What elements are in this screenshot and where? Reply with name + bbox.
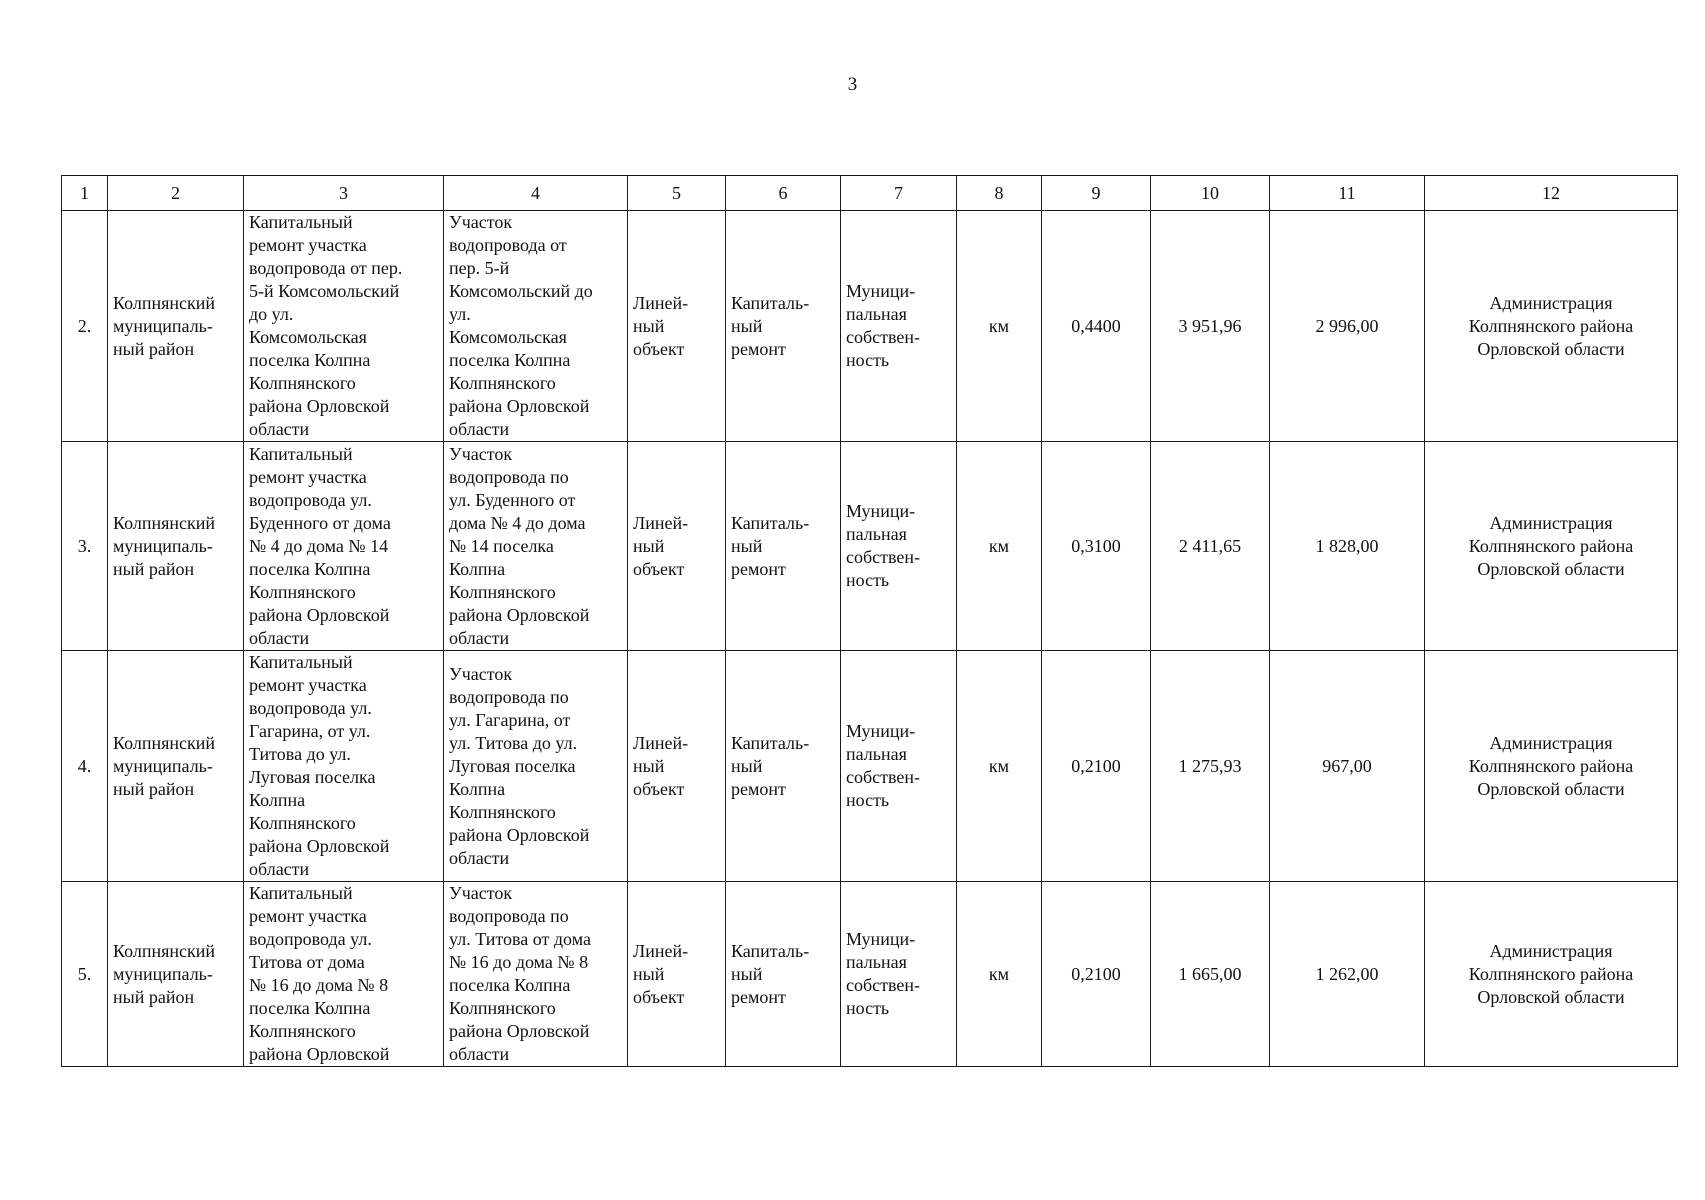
- cost-limit-cell: 1 828,00: [1270, 442, 1425, 651]
- column-header: 9: [1042, 176, 1151, 211]
- cost-total-cell: 1 665,00: [1151, 882, 1270, 1067]
- length-cell: 0,2100: [1042, 882, 1151, 1067]
- object-cell: Участок водопровода по ул. Буденного от дома № 4 до дома № 14 поселка Колпна Колпнянского района Орловской области: [444, 442, 628, 651]
- cost-limit-cell: 967,00: [1270, 651, 1425, 882]
- column-header: 11: [1270, 176, 1425, 211]
- unit-cell: км: [957, 442, 1042, 651]
- column-header: 5: [628, 176, 726, 211]
- object-cell: Участок водопровода по ул. Титова от дома № 16 до дома № 8 поселка Колпна Колпнянского района Орловской области: [444, 882, 628, 1067]
- work-cell: Капитальный ремонт участка водопровода ул. Титова от дома № 16 до дома № 8 поселка Колпна Колпнянского района Орловской: [244, 882, 444, 1067]
- district-cell: Колпнянский муниципаль- ный район: [108, 651, 244, 882]
- column-header: 6: [726, 176, 841, 211]
- table-row: [62, 882, 1678, 1067]
- customer-cell: Администрация Колпнянского района Орловской области: [1425, 882, 1678, 1067]
- cost-limit-cell: 1 262,00: [1270, 882, 1425, 1067]
- district-cell: Колпнянский муниципаль- ный район: [108, 882, 244, 1067]
- column-header: 3: [244, 176, 444, 211]
- length-cell: 0,2100: [1042, 651, 1151, 882]
- ownership-cell: Муници- пальная собствен- ность: [841, 211, 957, 442]
- cost-limit-cell: 2 996,00: [1270, 211, 1425, 442]
- customer-cell: Администрация Колпнянского района Орловской области: [1425, 442, 1678, 651]
- unit-cell: км: [957, 882, 1042, 1067]
- ownership-cell: Муници- пальная собствен- ность: [841, 442, 957, 651]
- objects-table: [61, 175, 1678, 1067]
- district-cell: Колпнянский муниципаль- ный район: [108, 211, 244, 442]
- row-number: 3.: [62, 442, 108, 651]
- ownership-cell: Муници- пальная собствен- ность: [841, 651, 957, 882]
- customer-cell: Администрация Колпнянского района Орловской области: [1425, 211, 1678, 442]
- row-number: 5.: [62, 882, 108, 1067]
- object-cell: Участок водопровода по ул. Гагарина, от ул. Титова до ул. Луговая поселка Колпна Колпнянского района Орловской области: [444, 651, 628, 882]
- header-row: [62, 176, 1678, 211]
- column-header: 1: [62, 176, 108, 211]
- row-number: 4.: [62, 651, 108, 882]
- unit-cell: км: [957, 211, 1042, 442]
- work-cell: Капитальный ремонт участка водопровода от пер. 5-й Комсомольский до ул. Комсомольская поселка Колпна Колпнянского района Орловской области: [244, 211, 444, 442]
- column-header: 7: [841, 176, 957, 211]
- table-row: [62, 211, 1678, 442]
- table-row: [62, 651, 1678, 882]
- ownership-cell: Муници- пальная собствен- ность: [841, 882, 957, 1067]
- row-number: 2.: [62, 211, 108, 442]
- work-cell: Капитальный ремонт участка водопровода ул. Гагарина, от ул. Титова до ул. Луговая поселка Колпна Колпнянского района Орловской области: [244, 651, 444, 882]
- work-type-cell: Капиталь- ный ремонт: [726, 651, 841, 882]
- page-number: 3: [847, 74, 858, 95]
- object-cell: Участок водопровода от пер. 5-й Комсомольский до ул. Комсомольская поселка Колпна Колпнянского района Орловской области: [444, 211, 628, 442]
- cost-total-cell: 1 275,93: [1151, 651, 1270, 882]
- column-header: 12: [1425, 176, 1678, 211]
- column-header: 2: [108, 176, 244, 211]
- work-type-cell: Капиталь- ный ремонт: [726, 882, 841, 1067]
- object-type-cell: Линей- ный объект: [628, 882, 726, 1067]
- unit-cell: км: [957, 651, 1042, 882]
- length-cell: 0,3100: [1042, 442, 1151, 651]
- column-header: 8: [957, 176, 1042, 211]
- work-type-cell: Капиталь- ный ремонт: [726, 442, 841, 651]
- work-cell: Капитальный ремонт участка водопровода ул. Буденного от дома № 4 до дома № 14 поселка Колпна Колпнянского района Орловской области: [244, 442, 444, 651]
- object-type-cell: Линей- ный объект: [628, 211, 726, 442]
- district-cell: Колпнянский муниципаль- ный район: [108, 442, 244, 651]
- table-row: [62, 442, 1678, 651]
- column-header: 10: [1151, 176, 1270, 211]
- length-cell: 0,4400: [1042, 211, 1151, 442]
- work-type-cell: Капиталь- ный ремонт: [726, 211, 841, 442]
- cost-total-cell: 2 411,65: [1151, 442, 1270, 651]
- object-type-cell: Линей- ный объект: [628, 651, 726, 882]
- customer-cell: Администрация Колпнянского района Орловской области: [1425, 651, 1678, 882]
- object-type-cell: Линей- ный объект: [628, 442, 726, 651]
- column-header: 4: [444, 176, 628, 211]
- cost-total-cell: 3 951,96: [1151, 211, 1270, 442]
